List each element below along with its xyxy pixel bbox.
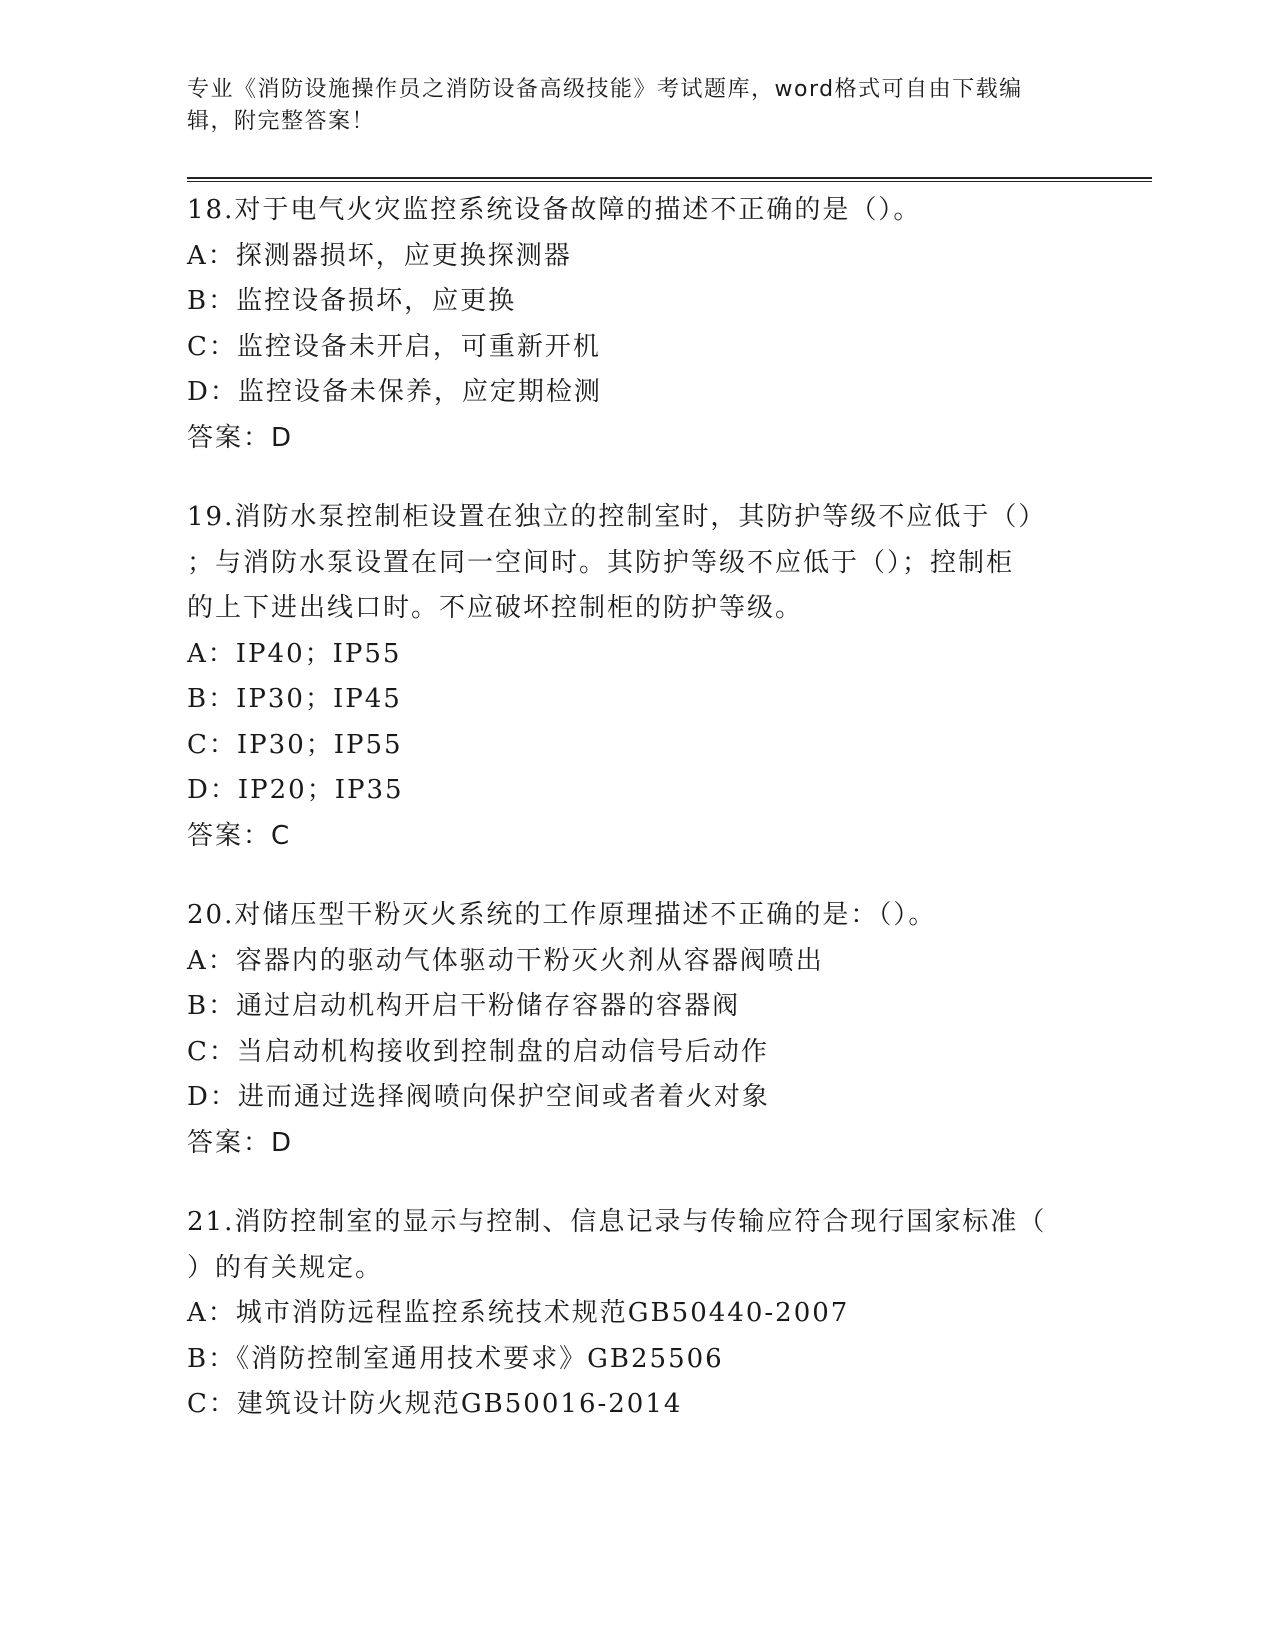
option-c: C：建筑设计防火规范GB50016-2014 <box>187 1389 683 1419</box>
option-c: C：监控设备未开启，可重新开机 <box>187 331 601 362</box>
answer-line: 答案：C <box>187 820 292 851</box>
option-c: C：当启动机构接收到控制盘的启动信号后动作 <box>187 1036 769 1067</box>
question-stem: 19.消防水泵控制柜设置在独立的控制室时，其防护等级不应低于（） ；与消防水泵设置在同一空间时。其防护等级不应低于（）；控制柜 的上下进出线口时。不应破坏控制柜的防护等级。 <box>187 502 1047 623</box>
document-header <box>187 74 1067 138</box>
question-19 <box>187 495 1067 859</box>
header-intro-line-1: 专业《消防设施操作员之消防设备高级技能》考试题库，word格式可自由下载编 <box>187 77 1023 102</box>
option-b: B：通过启动机构开启干粉储存容器的容器阀 <box>187 991 741 1021</box>
option-d: D：IP20；IP35 <box>187 775 404 805</box>
option-d: D：监控设备未保养，应定期检测 <box>187 377 602 407</box>
option-b: B：《消防控制室通用技术要求》GB25506 <box>187 1343 724 1374</box>
question-stem: 18.对于电气火灾监控系统设备故障的描述不正确的是（）。 <box>187 195 922 225</box>
option-a: A：探测器损坏，应更换探测器 <box>187 240 572 271</box>
question-list <box>187 188 1067 1462</box>
question-20 <box>187 893 1067 1166</box>
option-b: B：IP30；IP45 <box>187 684 402 714</box>
question-21 <box>187 1200 1067 1428</box>
option-d: D：进而通过选择阀喷向保护空间或者着火对象 <box>187 1082 770 1112</box>
header-divider-thick <box>187 177 1152 179</box>
option-a: A：城市消防远程监控系统技术规范GB50440-2007 <box>187 1298 850 1328</box>
answer-line: 答案：D <box>187 422 294 453</box>
option-b: B：监控设备损坏，应更换 <box>187 286 517 316</box>
header-divider-thin <box>187 181 1152 182</box>
option-c: C：IP30；IP55 <box>187 729 403 760</box>
answer-line: 答案：D <box>187 1127 294 1158</box>
option-a: A：容器内的驱动气体驱动干粉灭火剂从容器阀喷出 <box>187 945 824 976</box>
option-a: A：IP40；IP55 <box>187 638 402 669</box>
question-18 <box>187 188 1067 461</box>
question-stem: 21.消防控制室的显示与控制、信息记录与传输应符合现行国家标准（ ）的有关规定。 <box>187 1207 1047 1283</box>
header-intro-line-2: 辑，附完整答案！ <box>187 109 376 134</box>
question-stem: 20.对储压型干粉灭火系统的工作原理描述不正确的是：（）。 <box>187 900 937 930</box>
